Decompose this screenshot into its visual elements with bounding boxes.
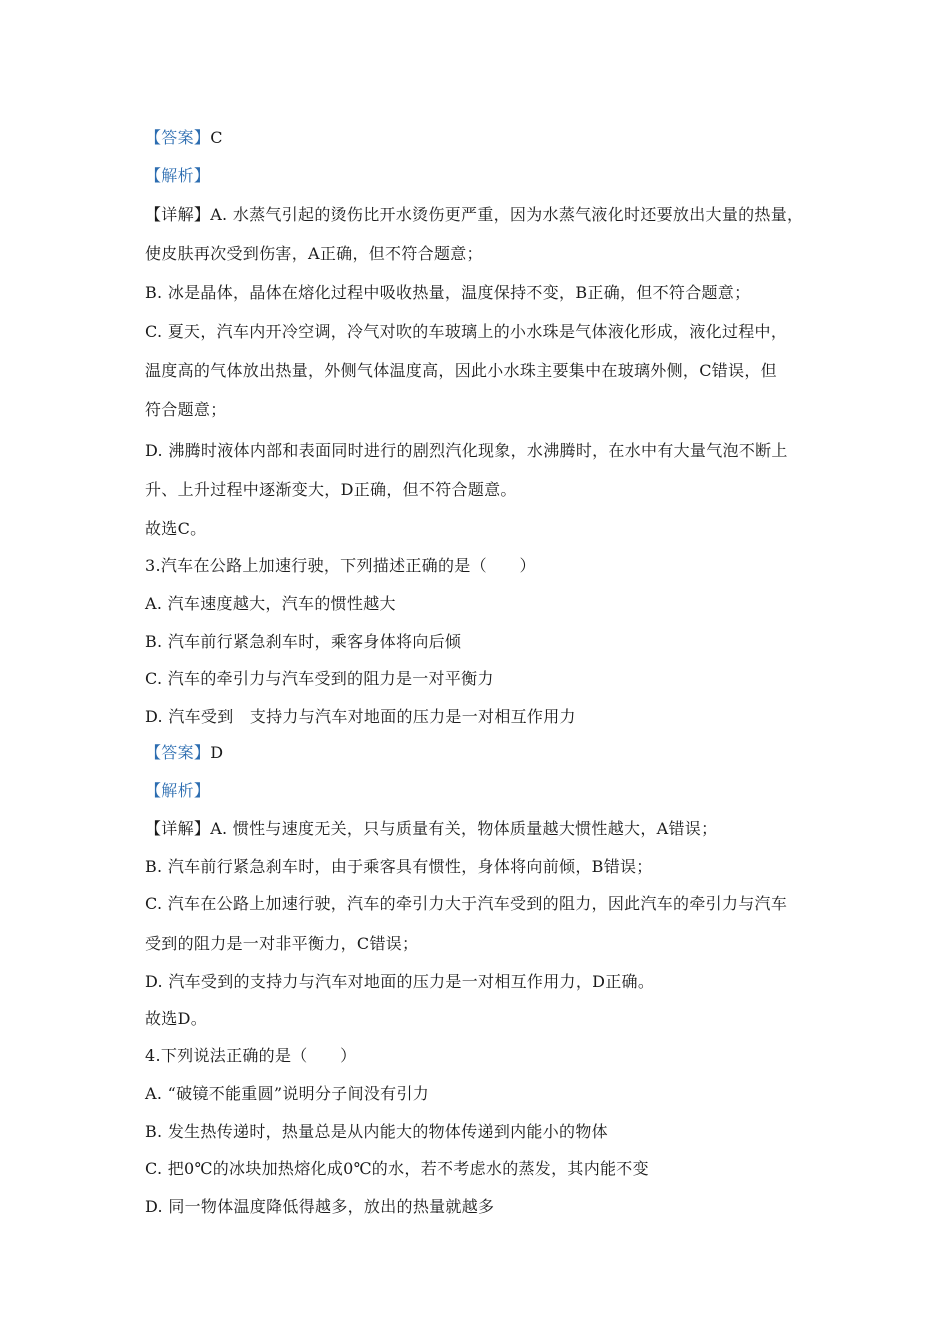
q3-analysis-tag: 【解析】	[145, 781, 211, 800]
q2-detail-line-3: B. 冰是晶体，晶体在熔化过程中吸收热量，温度保持不变，B正确，但不符合题意；	[145, 283, 751, 302]
q2-detail-line-5: 温度高的气体放出热量，外侧气体温度高，因此小水珠主要集中在玻璃外侧，C错误，但	[145, 361, 777, 380]
q3-stem: 3.汽车在公路上加速行驶，下列描述正确的是（ ）	[145, 556, 536, 575]
q2-answer-tag: 【答案】	[145, 128, 211, 147]
q4-option-b: B. 发生热传递时，热量总是从内能大的物体传递到内能小的物体	[145, 1122, 608, 1141]
q2-analysis-line	[145, 165, 210, 187]
q3-detail-line-4: 受到的阻力是一对非平衡力，C错误；	[145, 934, 419, 953]
q4-stem: 4.下列说法正确的是（ ）	[145, 1046, 357, 1065]
q2-conclusion: 故选C。	[145, 519, 207, 538]
q3-option-d: D. 汽车受到 支持力与汽车对地面的压力是一对相互作用力	[145, 707, 576, 726]
q3-answer-value: D	[210, 743, 224, 762]
q3-detail-line-3: C. 汽车在公路上加速行驶，汽车的牵引力大于汽车受到的阻力，因此汽车的牵引力与汽车	[145, 894, 788, 913]
q3-analysis-line	[145, 780, 210, 802]
q3-answer-tag: 【答案】	[145, 743, 211, 762]
q2-detail-line-7: D. 沸腾时液体内部和表面同时进行的剧烈汽化现象，水沸腾时，在水中有大量气泡不断上	[145, 441, 788, 460]
q2-answer-line	[145, 127, 223, 149]
q3-detail-line-1	[145, 818, 717, 840]
q3-conclusion: 故选D。	[145, 1009, 208, 1028]
q2-detail-tag: 【详解】	[145, 205, 211, 224]
q3-option-a: A. 汽车速度越大，汽车的惯性越大	[145, 594, 396, 613]
q2-detail-line-2: 使皮肤再次受到伤害，A正确，但不符合题意；	[145, 244, 483, 263]
q2-answer-value: C	[210, 128, 223, 147]
q4-option-c: C. 把0℃的冰块加热熔化成0℃的水，若不考虑水的蒸发，其内能不变	[145, 1159, 649, 1178]
q2-analysis-tag: 【解析】	[145, 166, 211, 185]
q3-detail-line-2: B. 汽车前行紧急刹车时，由于乘客具有惯性，身体将向前倾，B错误；	[145, 857, 653, 876]
q3-detail-tag: 【详解】	[145, 819, 211, 838]
q2-detail-line-6: 符合题意；	[145, 400, 227, 419]
q2-detail-line-4: C. 夏天，汽车内开冷空调，冷气对吹的车玻璃上的小水珠是气体液化形成，液化过程中，	[145, 322, 788, 341]
q3-answer-line	[145, 742, 223, 764]
q4-option-a: A. “破镜不能重圆”说明分子间没有引力	[145, 1084, 430, 1103]
q2-detail-line-1	[145, 204, 803, 226]
q3-option-b: B. 汽车前行紧急刹车时，乘客身体将向后倾	[145, 632, 462, 651]
q3-detail-text: A. 惯性与速度无关，只与质量有关，物体质量越大惯性越大，A错误；	[210, 819, 718, 838]
q3-detail-line-5: D. 汽车受到的支持力与汽车对地面的压力是一对相互作用力，D正确。	[145, 972, 655, 991]
q2-detail-text: A. 水蒸气引起的烫伤比开水烫伤更严重，因为水蒸气液化时还要放出大量的热量，	[210, 205, 804, 224]
q3-option-c: C. 汽车的牵引力与汽车受到的阻力是一对平衡力	[145, 669, 494, 688]
q4-option-d: D. 同一物体温度降低得越多，放出的热量就越多	[145, 1197, 495, 1216]
q2-detail-line-8: 升、上升过程中逐渐变大，D正确，但不符合题意。	[145, 480, 517, 499]
